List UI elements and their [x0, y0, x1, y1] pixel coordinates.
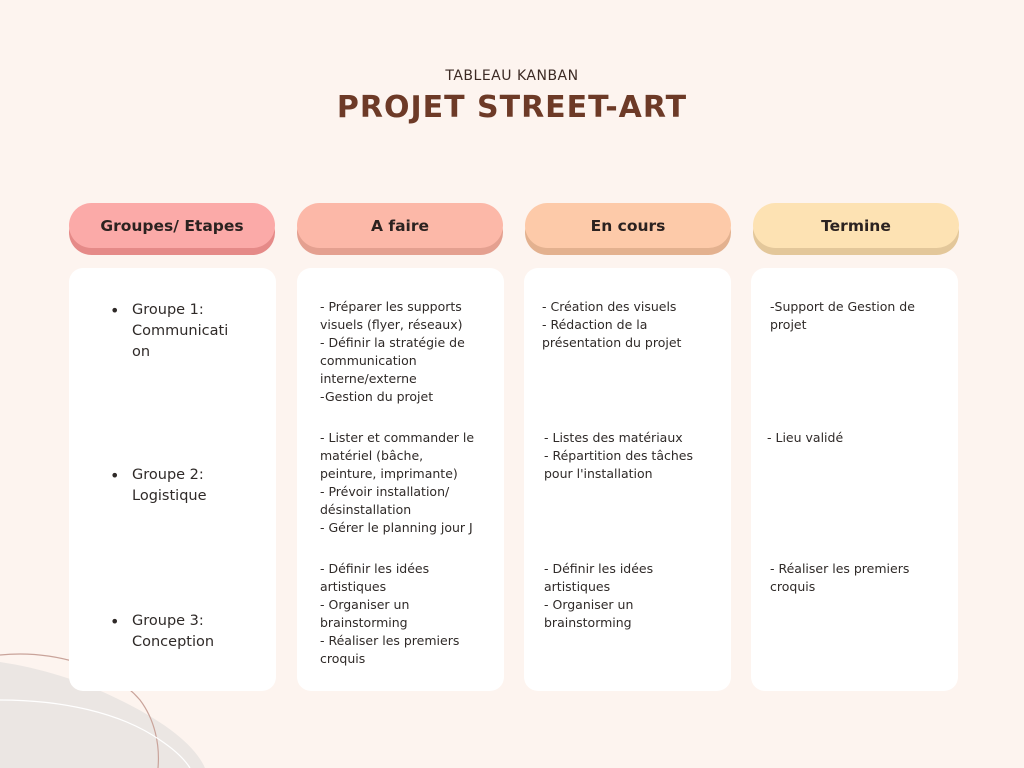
group-item-1 [110, 300, 229, 363]
task-line: - Définir les idées [320, 561, 430, 576]
task-line: communication [320, 353, 417, 368]
in-progress-cell-group-3 [544, 560, 653, 632]
group-label: Logistique [132, 488, 207, 504]
task-line: - Réaliser les premiers [770, 561, 910, 576]
done-cell-group-2 [767, 429, 843, 447]
column-header-label: Groupes/ Etapes [100, 216, 244, 235]
page-title: PROJET STREET-ART [336, 90, 688, 125]
column-header-label: Termine [821, 216, 891, 235]
group-label: Groupe 3: [132, 613, 204, 629]
task-line: brainstorming [544, 615, 632, 630]
done-cell-group-3 [770, 560, 909, 596]
task-line: - Création des visuels [542, 299, 677, 314]
bullet-icon: • [110, 466, 120, 485]
column-header-label: A faire [370, 216, 430, 235]
task-line: croquis [320, 651, 366, 666]
task-line: croquis [770, 579, 816, 594]
group-label: Communicati [132, 323, 229, 339]
task-line: présentation du projet [542, 335, 682, 350]
task-line: - Préparer les supports [320, 299, 462, 314]
column-header-in-progress [525, 203, 731, 248]
column-header-groups [69, 203, 275, 248]
group-item-3 [110, 611, 215, 653]
column-header-label: En cours [590, 216, 666, 235]
task-line: artistiques [320, 579, 387, 594]
group-label: on [132, 344, 151, 360]
task-line: matériel (bâche, [320, 448, 424, 463]
task-line: - Répartition des tâches [544, 448, 693, 463]
board-subtitle: TABLEAU KANBAN [445, 68, 579, 84]
task-line: -Gestion du projet [320, 389, 434, 404]
group-label: Groupe 2: [132, 467, 204, 483]
task-line: pour l'installation [544, 466, 653, 481]
todo-cell-group-3 [320, 560, 459, 668]
task-line: - Réaliser les premiers [320, 633, 460, 648]
in-progress-cell-group-2 [544, 429, 693, 483]
column-header-done [753, 203, 959, 248]
task-line: - Rédaction de la [542, 317, 648, 332]
in-progress-cell-group-1 [542, 298, 681, 352]
task-line: visuels (flyer, réseaux) [320, 317, 463, 332]
task-line: interne/externe [320, 371, 417, 386]
group-label: Conception [132, 634, 215, 650]
todo-cell-group-2 [320, 429, 474, 537]
task-line: - Lister et commander le [320, 430, 475, 445]
bullet-icon: • [110, 612, 120, 631]
task-line: - Lieu validé [767, 430, 844, 445]
column-header-todo [297, 203, 503, 248]
task-line: - Définir les idées [544, 561, 654, 576]
task-line: peinture, imprimante) [320, 466, 458, 481]
task-line: projet [770, 317, 807, 332]
done-cell-group-1 [770, 298, 915, 334]
todo-cell-group-1 [320, 298, 465, 406]
task-line: - Gérer le planning jour J [320, 520, 473, 535]
group-item-2 [110, 465, 207, 507]
task-line: brainstorming [320, 615, 408, 630]
task-line: - Organiser un [320, 597, 410, 612]
task-line: - Organiser un [544, 597, 634, 612]
task-line: - Prévoir installation/ [320, 484, 450, 499]
task-line: - Listes des matériaux [544, 430, 683, 445]
task-line: -Support de Gestion de [770, 299, 915, 314]
group-label: Groupe 1: [132, 302, 204, 318]
task-line: désinstallation [320, 502, 412, 517]
bullet-icon: • [110, 301, 120, 320]
task-line: - Définir la stratégie de [320, 335, 465, 350]
task-line: artistiques [544, 579, 611, 594]
